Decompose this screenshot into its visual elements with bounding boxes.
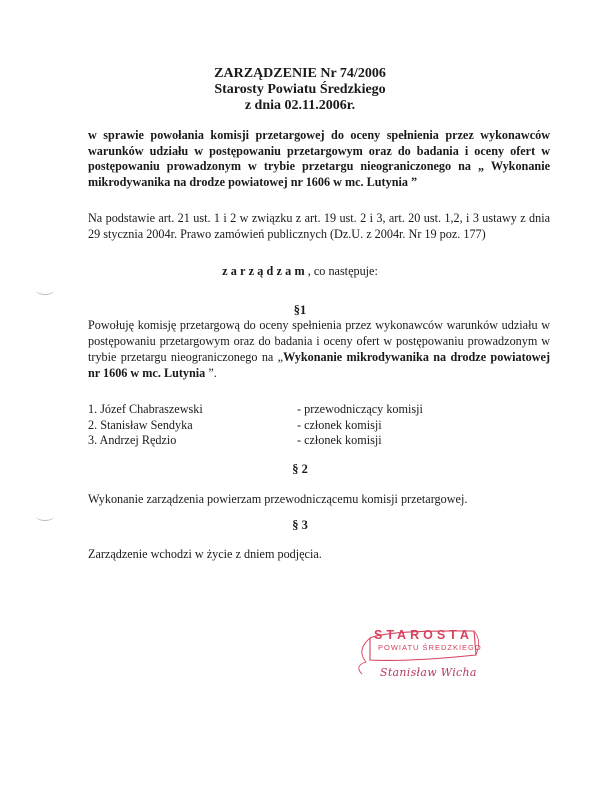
document-title: ZARZĄDZENIE Nr 74/2006 [214,66,386,81]
legal-basis-line: 29 stycznia 2004r. Prawo zamówień publicznych (Dz.U. z 2004r. Nr 19 poz. 177) [88,227,486,241]
stamp-signature: Stanisław Wicha [380,666,477,679]
document-issuer: Starosty Powiatu Średzkiego [214,82,386,97]
official-stamp [348,618,488,696]
section-1-line [88,366,550,382]
decree-rest: , co następuje: [307,264,378,278]
section-1-heading: §1 [293,303,307,317]
section-2-heading: § 2 [292,462,308,476]
section-2-text: Wykonanie zarządzenia powierzam przewodniczącemu komisji przetargowej. [88,492,468,506]
document-date: z dnia 02.11.2006r. [244,98,356,113]
punch-hole-mark [36,286,54,295]
section-1-text: trybie przetargu nieograniczonego na „ [88,350,284,364]
section-3-heading: § 3 [292,518,308,532]
decree-statement [0,264,600,279]
section-1-text: ”. [205,366,217,380]
decree-word: zarządzam [222,264,308,278]
section-1-task-bold: nr 1606 w mc. Lutynia [88,366,206,380]
subject-line: warunków udziału w postępowaniu przetargowym oraz do badania i oceny ofert w [88,143,550,158]
section-1-line: postępowaniu przetargowym oraz do badania i oceny ofert w postępowaniu prowadzonym w [88,334,550,348]
committee-member-name: 2. Stanisław Sendyka [88,417,193,432]
committee-member-name: 3. Andrzej Rędzio [88,433,177,448]
stamp-title: STAROSTA [374,628,473,642]
legal-basis-line: Na podstawie art. 21 ust. 1 i 2 w związku z art. 19 ust. 2 i 3, art. 20 ust. 1,2, i 3 ustawy z dnia [88,211,550,225]
committee-member-role: - przewodniczący komisji [297,402,423,416]
section-1-line: Powołuję komisję przetargową do oceny spełnienia przez wykonawców warunków udziału w [88,318,550,332]
committee-member-name: 1. Józef Chabraszewski [88,402,203,416]
section-1-task-bold: Wykonanie mikrodywanika na drodze powiatowej [283,350,551,364]
subject-line: w sprawie powołania komisji przetargowej do oceny spełnienia przez wykonawców [88,128,550,142]
section-3-text: Zarządzenie wchodzi w życie z dniem podjęcia. [88,547,322,561]
subject-line: mikrodywanika na drodze powiatowej nr 1606 w mc. Lutynia ” [88,174,418,189]
subject-line: postępowaniu prowadzonym w trybie przetargu nieograniczonego na „ Wykonanie [88,159,550,174]
stamp-subtitle: POWIATU ŚREDZKIEGO [378,643,482,652]
committee-member-role: - członek komisji [297,433,382,448]
committee-member-role: - członek komisji [297,417,382,432]
section-1-line [88,350,550,366]
